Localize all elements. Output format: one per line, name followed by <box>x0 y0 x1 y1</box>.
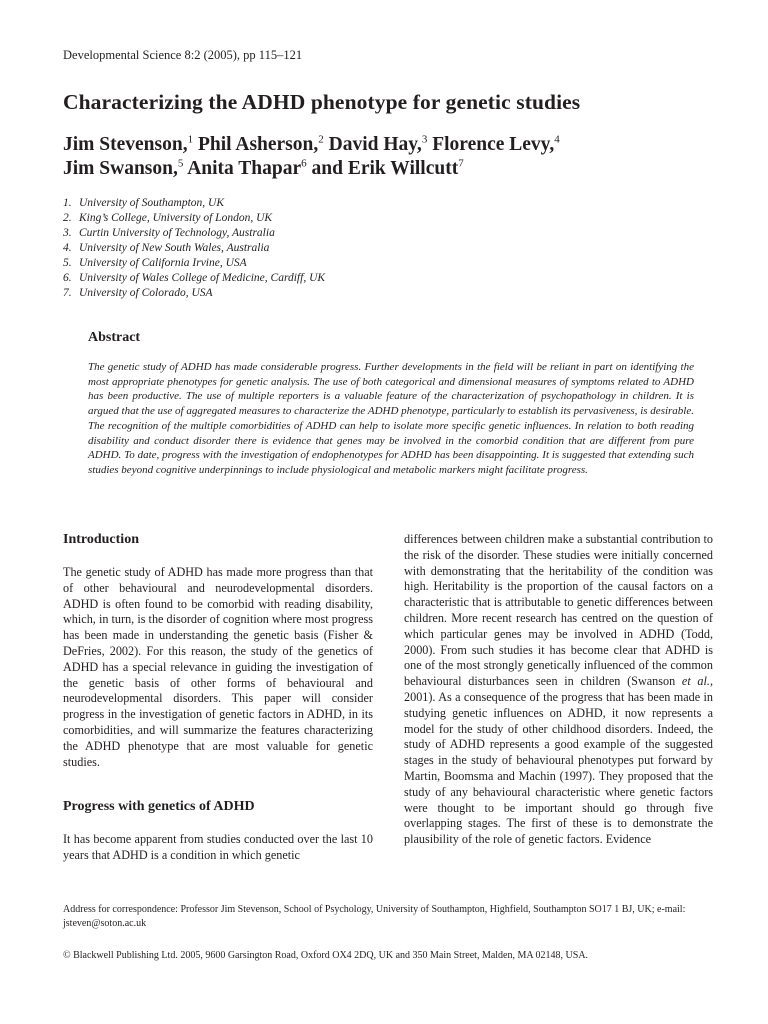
affiliation-item <box>63 211 325 226</box>
author-name: Jim Swanson, <box>63 158 178 179</box>
affiliation-text: University of California Irvine, USA <box>79 257 247 269</box>
author-name: Florence Levy, <box>432 134 555 155</box>
author-name: and Erik Willcutt <box>311 158 459 179</box>
body-text: differences between children make a substantial contribution to the risk of the disorder. These studies were initially concerned with demonstrating that the heritability of the condition was high. Heritability is the proportion of the causal factors on a characteristic that is attributable to genetic differences between children. More recent research has centred on the question of which particular genes may be involved in ADHD (Todd, 2000). From such studies it has become clear that ADHD is one of the most strongly genetically influenced of the common behavioural disturbances seen in children (Swanson <box>404 532 713 689</box>
author-name: Phil Asherson, <box>197 134 319 155</box>
correspondence-address: Address for correspondence: Professor Jim Stevenson, School of Psychology, University of Southampton, Highfield, Southampton SO17 1 BJ, UK; e-mail: jsteven@soton.ac.uk <box>63 904 686 929</box>
affiliation-text: Curtin University of Technology, Australia <box>79 227 275 239</box>
affiliation-text: University of New South Wales, Australia <box>79 242 270 254</box>
author-affil-mark: 7 <box>458 157 464 170</box>
affiliation-text: University of Wales College of Medicine, Cardiff, UK <box>79 272 326 284</box>
body-text: , 2001). As a consequence of the progress that has been made in studying genetic influences on ADHD, it now represents a model for the study of other childhood disorders. Indeed, the study of ADHD represents a good example of the suggested stages in the study of behavioural phenotypes put forward by Martin, Boomsma and Machin (1997). They proposed that the study of any behavioural characteristic where genetic factors were thought to be important should go through five overlapping stages. The first of these is to demonstrate the plausibility of the role of genetic factors. Evidence <box>404 674 713 847</box>
affiliation-item <box>63 271 325 286</box>
citation-etal: et al. <box>681 674 710 689</box>
affiliation-number: 1. <box>63 197 72 209</box>
affiliation-item <box>63 256 325 271</box>
introduction-heading: Introduction <box>63 532 139 547</box>
author-affil-mark: 5 <box>177 157 184 170</box>
progress-paragraph: It has become apparent from studies conducted over the last 10 years that ADHD is a condition in which genetic <box>63 832 373 863</box>
affiliation-text: University of Colorado, USA <box>79 287 213 299</box>
author-affil-mark: 3 <box>421 133 428 146</box>
left-column <box>63 531 373 864</box>
author-list <box>63 133 560 181</box>
author-name: Jim Stevenson, <box>63 134 188 155</box>
affiliation-number: 4. <box>63 242 72 254</box>
author-affil-mark: 6 <box>301 157 307 170</box>
affiliation-item <box>63 196 325 211</box>
body-paragraph-continued <box>404 532 713 848</box>
author-name: David Hay, <box>328 134 422 155</box>
affiliation-number: 5. <box>63 257 72 269</box>
author-line-2 <box>63 157 560 181</box>
author-name: Anita Thapar <box>187 158 302 179</box>
affiliation-number: 7. <box>63 287 72 299</box>
right-column <box>404 532 713 848</box>
author-affil-mark: 1 <box>187 133 194 146</box>
affiliation-number: 2. <box>63 212 72 224</box>
affiliation-number: 3. <box>63 227 72 239</box>
copyright-notice: © Blackwell Publishing Ltd. 2005, 9600 Garsington Road, Oxford OX4 2DQ, UK and 350 Main Street, Malden, MA 02148, USA. <box>63 950 589 961</box>
progress-heading: Progress with genetics of ADHD <box>63 799 255 815</box>
affiliation-number: 6. <box>63 272 72 284</box>
affiliation-text: King’s College, University of London, UK <box>79 212 273 224</box>
affiliation-item <box>63 226 325 241</box>
author-line-1 <box>63 133 560 157</box>
article-title: Characterizing the ADHD phenotype for genetic studies <box>63 90 581 114</box>
author-affil-mark: 2 <box>318 133 324 146</box>
affiliation-list <box>63 196 325 301</box>
affiliation-text: University of Southampton, UK <box>79 197 225 209</box>
introduction-paragraph: The genetic study of ADHD has made more progress than that of other behavioural and neurodevelopmental disorders. ADHD is often found to be comorbid with reading disability, which, in turn, is the disorder of cognition where most progress has been made in understanding the genetic basis (Fisher & DeFries, 2002). For this reason, the study of the genetics of ADHD has a special relevance in guiding the investigation of the genetic basis of other forms of behavioural and neurodevelopmental disorders. This paper will consider progress in the investigation of genetic factors in ADHD, in its comorbidities, and will summarize the features characterizing the ADHD phenotype that are most valuable for genetic studies. <box>63 565 373 769</box>
abstract-heading: Abstract <box>88 330 141 345</box>
affiliation-item <box>63 241 325 256</box>
abstract-text: The genetic study of ADHD has made considerable progress. Further developments in the field will be reliant in part on identifying the most appropriate phenotypes for genetic analysis. The use of both categorical and dimensional measures of symptoms related to ADHD has been productive. The use of multiple reporters is a valuable feature of the characterization of psychopathology in children. It is argued that the use of aggregated measures to characterize the ADHD phenotype, particularly to establish its pervasiveness, is desirable. The recognition of the multiple comorbidities of ADHD can help to isolate more specific genetic influences. In relation to both reading disability and conduct disorder there is evidence that genes may be involved in the comorbid condition that are different from pure ADHD. To date, progress with the investigation of endophenotypes for ADHD has been disappointing. It is suggested that extending such studies beyond cognitive underpinnings to include physiological and metabolic markers might facilitate progress. <box>88 361 694 476</box>
affiliation-item <box>63 286 325 301</box>
journal-reference: Developmental Science 8:2 (2005), pp 115–121 <box>63 48 303 62</box>
author-affil-mark: 4 <box>554 133 560 146</box>
